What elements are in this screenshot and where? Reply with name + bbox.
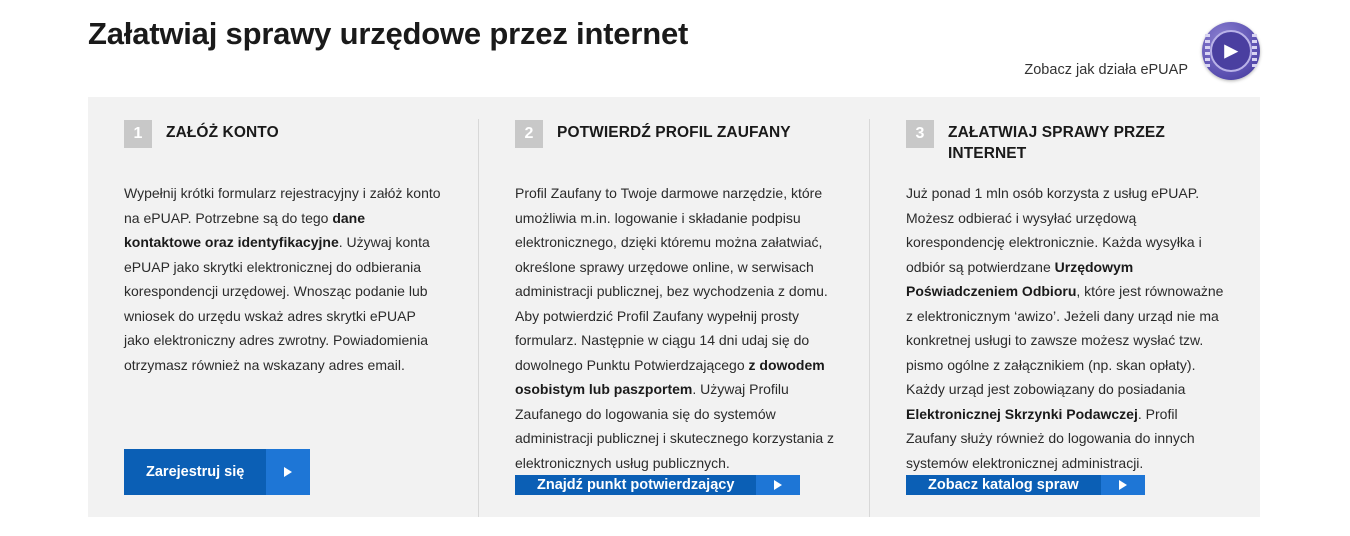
step-column-3 (869, 119, 1260, 517)
step-title-2: POTWIERDŹ PROFIL ZAUFANY (557, 124, 791, 141)
play-circle-icon[interactable] (1202, 22, 1260, 80)
step-number-badge-1: 1 (124, 120, 152, 148)
step-header-2 (515, 119, 835, 165)
step-header-3 (906, 119, 1226, 165)
step-column-2 (478, 119, 869, 517)
step-number-badge-3: 3 (906, 120, 934, 148)
steps-columns (88, 97, 1260, 517)
play-triangle-icon: ▶ (1210, 30, 1252, 72)
steps-panel (88, 97, 1260, 517)
services-catalog-button-label: Zobacz katalog spraw (906, 475, 1101, 495)
step-title-3: ZAŁATWIAJ SPRAWY PRZEZ INTERNET (948, 124, 1165, 162)
find-confirmation-point-button-label: Znajdź punkt potwierdzający (515, 475, 756, 495)
step-number-badge-2: 2 (515, 120, 543, 148)
step-header-1 (124, 119, 444, 165)
arrow-right-icon (756, 475, 800, 495)
page-title: Załatwiaj sprawy urzędowe przez internet (88, 16, 689, 51)
arrow-right-icon (1101, 475, 1145, 495)
epuap-video-label: Zobacz jak działa ePUAP (1024, 62, 1188, 78)
step-body-1: Wypełnij krótki formularz rejestracyjny i załóż konto na ePUAP. Potrzebne są do tego dane kontaktowe oraz identyfikacyjne. Używaj konta ePUAP jako skrytki elektronicznej do odbierania korespondencji urzędowej. Wnosząc podanie lub wniosek do urzędu wskaż adres skrytki ePUAP jako elektroniczny adres zwrotny. Powiadomienia otrzymasz również na wskazany adres email. (124, 185, 441, 373)
step-body-3: Już ponad 1 mln osób korzysta z usług ePUAP. Możesz odbierać i wysyłać urzędową korespondencję elektronicznie. Każda wysyłka i odbiór są potwierdzane Urzędowym Poświadczeniem Odbioru, które jest równoważne z elektronicznym ‘awizo’. Jeżeli dany urząd nie ma konkretnej usługi to zawsze możesz wysłać tzw. pismo ogólne z załącznikiem (np. skan opłaty). Każdy urząd jest zobowiązany do posiadania Elektronicznej Skrzynki Podawczej. Profil Zaufany służy również do logowania do innych systemów elektronicznej administracji. (906, 185, 1224, 471)
step-column-1 (88, 119, 478, 517)
epuap-video-link[interactable] (1024, 16, 1260, 86)
services-catalog-button[interactable] (906, 475, 1145, 495)
register-button[interactable] (124, 449, 310, 495)
step-body-2: Profil Zaufany to Twoje darmowe narzędzie, które umożliwia m.in. logowanie i składanie podpisu elektronicznego, dzięki któremu można załatwiać, określone sprawy urzędowe online, w serwisach administracji publicznej, bez wychodzenia z domu. Aby potwierdzić Profil Zaufany wypełnij prosty formularz. Następnie w ciągu 14 dni udaj się do dowolnego Punktu Potwierdzającego z dowodem osobistym lub paszportem. Używaj Profilu Zaufanego do logowania się do systemów administracji publicznej i skutecznego korzystania z elektronicznych usług publicznych. (515, 185, 835, 471)
register-button-label: Zarejestruj się (124, 449, 266, 495)
find-confirmation-point-button[interactable] (515, 475, 800, 495)
step-title-1: ZAŁÓŻ KONTO (166, 124, 279, 141)
arrow-right-icon (266, 449, 310, 495)
